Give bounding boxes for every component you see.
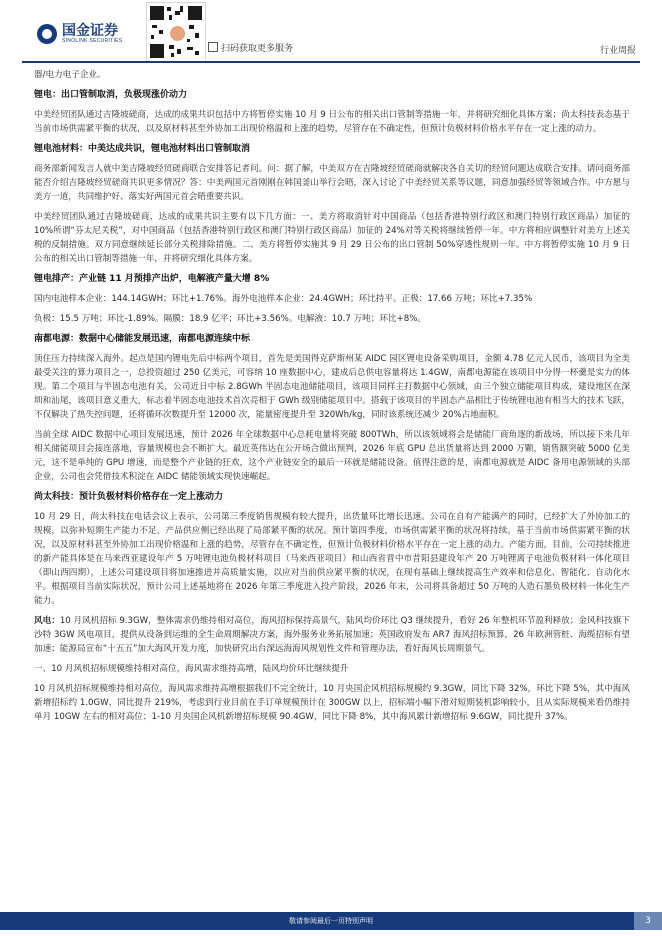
battery-materials-paragraph-1: 商务部新闻发言人就中美吉隆坡经贸磋商联合安排答记者问。问：据了解，中美双方在吉隆坡经贸磋商就解决各自关切的经贸问题达成联合安排。请问商务部能否介绍吉隆坡经贸磋商共识更多情况？答：中美两国元首刚刚在韩国釜山举行会晤，深入讨论了中美经贸关系等议题，同意加强经贸等领域合作。中方愿与美方一道，共同维护好、落实好两国元首会晤重要共识。 [34, 164, 630, 202]
nandu-paragraph-2: 当前全球 AIDC 数据中心项目发展迅速，预计 2026 年全球数据中心总耗电量将突破 800TWh，所以该领域将会是储能厂商角逐的新战场，所以接下来几年相关储能项目会接连落地，容量规模也会不断扩大。最近英伟达在公开场合做出预判，2026 年底 GPU 总出货量将达到 2000 万颗，销售额突破 5000 亿美元，这不是单纯的 GPU 增速，而是整个产业链的狂欢，这个产业链安全的最后一环就是储能设备。值得注意的是，南都电源就是 AIDC 备用电源领域的头部企业，公司也会凭借技术积淀在 AIDC 储能领域实现快速崛起。 [34, 430, 630, 482]
lithium-paragraph: 中美经贸团队通过吉隆坡磋商，达成的成果共识包括中方将暂停实施 10 月 9 日公布的相关出口管制等措施一年，并将研究细化具体方案；尚太科技表态基于当前市场供需紧平衡的状况，以及原材料甚至外协加工出现价格温和上涨的趋势，尽管存在不确定性，但预计负极材料价格水平存在一定上涨的动力。 [34, 110, 630, 134]
brand-logo [37, 24, 122, 44]
logo-text-cn: 国金证券 [62, 23, 118, 39]
section-title-nandu: 南都电源：数据中心储能发展迅速，南都电源连续中标 [34, 334, 251, 344]
page-footer [0, 902, 662, 936]
intro-text: 器/电力电子企业。 [34, 70, 106, 80]
qr-hint-text: 扫码获取更多服务 [221, 44, 294, 54]
nandu-paragraph-1: 顶住压力持续深入海外。起点是国内锂电先后中标两个项目，首先是美国得克萨斯州某 AIDC 园区锂电设备采购项目，金额 4.78 亿元人民币，该项目为全美最受关注的算力项目之一，总投资超过 250 亿美元，可容纳 10 座数据中心，建成后总供电容量将达 1.4GW，南都电源能在该项目中分得一杯羹是实力的体现。第二个项目与半固态电池有关，公司近日中标 2.8GWh 半固态电池储能项目，该项目同样主打数据中心领域，由三个独立储能项目构成，建设地区在深圳和汕尾，该项目意义重大，标志着半固态电池技术首次亮相于 GWh 级别储能项目中。搭载于该项目的半固态产品相比于传统锂电池有相当大的技术飞跃，不仅解决了热失控问题，还将循环次数提升至 12000 次，能量密度提升至 320Wh/kg，同时该系统还减少 20%占地面积。 [34, 354, 630, 420]
logo-icon [37, 24, 57, 44]
section-title-shangtai: 尚太科技：预计负极材料价格存在一定上涨动力 [34, 492, 224, 502]
wind-summary [34, 614, 630, 656]
qr-center-logo-icon [168, 24, 187, 43]
shangtai-paragraph: 10 月 29 日，尚太科技在电话会议上表示，公司第三季度销售规模有较大提升，出货量环比增长迅速。公司在自有产能满产的同时，已经扩大了外协加工的规模，以弥补短期生产能力不足，产品供应侧已经出现了局部紧平衡的状况。预计第四季度，市场供需紧平衡的状况将持续。基于当前市场供需紧平衡的状况，以及原材料甚至外协加工出现价格温和上涨的趋势，尽管存在不确定性，但预计负极材料价格水平存在一定上涨的动力。产能方面，目前，公司持续推进的新产能具体是在马来西亚建设年产 5 万吨锂电池负极材料项目（马来西亚项目）和山西省晋中市昔阳县建设年产 20 万吨锂离子电池负极材料一体化项目（即山西四期），上述公司建设项目将加速推进并高质量实施，以应对当前供应紧平衡的状况，在现有基础上继续提高生产效率和信息化、智能化、自动化水平。根据项目当前实际状况，预计公司上述基地将在 2026 年第三季度进入投产阶段，2026 年末，公司将具备超过 50 万吨的人造石墨负极材料一体化生产能力。 [34, 512, 630, 606]
production-line-2: 负极：15.5 万吨；环比-1.89%。隔膜：18.9 亿平；环比+3.56%。电解液：10.7 万吨；环比+8%。 [34, 314, 426, 324]
wind-summary-text: 10 月风机招标 9.3GW，整体需求仍维持相对高位，海风招标保持高景气，陆风均价环比 Q3 继续提升，看好 26 年整机环节盈利释放；金风科技旗下沙特 3GW 风电项目，提供从设备到运维的全生命周期解决方案，海外服务业务拓展加速；英国政府发布 AR7 海风招标预算，26 年欧洲管桩、海缆招标有望加速；能源局宣布“十五五”加大海风开发力度，加快研究出台深远海海风规划性文件和管理办法，看好海风长周期景气。 [34, 616, 630, 654]
wind-paragraph: 10 月风机招标规模维持相对高位，海风需求维持高增根据我们不完全统计，10 月央国企风机招标规模约 9.3GW，同比下降 32%，环比下降 5%，其中海风新增招标约 1.0GW，同比提升 219%，考虑到行业目前在手订单规模预计在 300GW 以上，招标端小幅下滑对短期装机影响较小，且从实际规模来看仍维持单月 10GW 左右的相对高位；1-10 月央国企风机新增招标规模 90.4GW，同比下降 8%，其中海风累计新增招标 9.6GW，同比提升 37%。 [34, 684, 630, 722]
scan-icon [208, 42, 218, 52]
logo-text-en: SINOLINK SECURITIES [62, 38, 123, 44]
report-type-label: 行业周报 [599, 46, 636, 56]
header-divider [22, 61, 640, 63]
battery-materials-paragraph-2: 中美经贸团队通过吉隆坡磋商，达成的成果共识主要有以下几方面：一、美方将取消针对中国商品（包括香港特别行政区和澳门特别行政区商品）加征的 10%所谓“芬太尼关税”，对中国商品（包括香港特别行政区和澳门特别行政区商品）加征的 24%对等关税将继续暂停一年。中方将相应调整针对美方上述关税的反制措施。双方同意继续延长部分关税排除措施。二、美方将暂停实施其 9 月 29 日公布的出口管制 50%穿透性规则一年。中方将暂停实施 10 月 9 日公布的相关出口管制等措施一年，并将研究细化具体方案。 [34, 212, 630, 264]
page-header [0, 0, 662, 62]
qr-code[interactable] [146, 2, 206, 62]
section-title-battery-materials: 锂电池材料：中美达成共识，锂电池材料出口管制取消 [34, 144, 251, 154]
wind-subheading: 一、10 月风机招标规模维持相对高位，海风需求维持高增，陆风均价环比继续提升 [34, 664, 349, 674]
wind-lead: 风电： [34, 616, 60, 626]
report-body [34, 68, 630, 730]
section-title-production: 锂电排产：产业链 11 月预排产出炉，电解液产量大增 8% [34, 274, 270, 284]
section-title-lithium: 锂电：出口管制取消，负极现涨价动力 [34, 90, 188, 100]
page-number: 3 [634, 912, 662, 930]
footer-disclaimer: 敬请参阅最后一页特别声明 [289, 917, 373, 925]
production-line-1: 国内电池样本企业：144.14GWH；环比+1.76%。海外电池样本企业：24.4GWH；环比持平。正极：17.66 万吨；环比+7.35% [34, 294, 533, 304]
qr-hint [208, 41, 293, 54]
